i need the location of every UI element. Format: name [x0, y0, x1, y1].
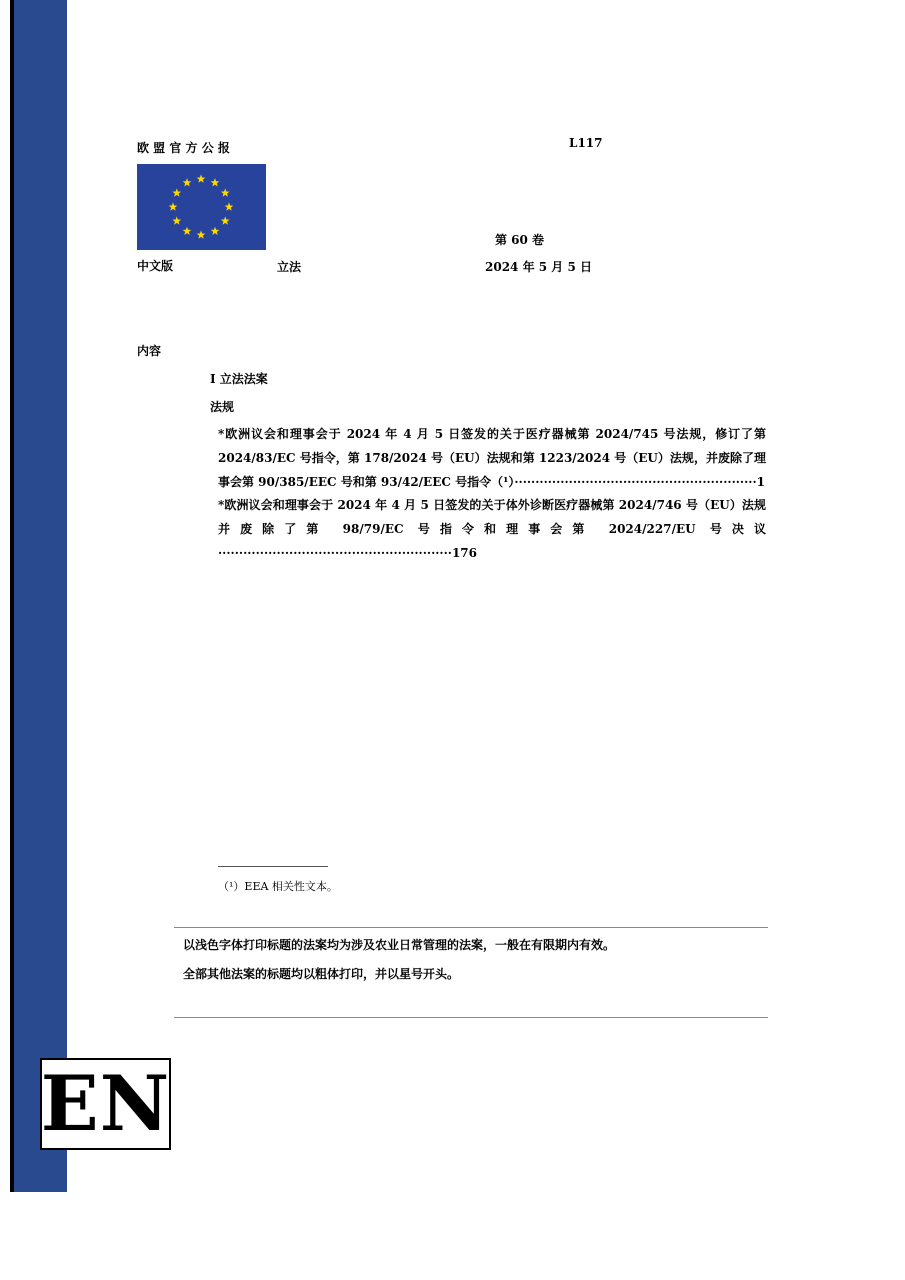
language-code: EN — [40, 1059, 171, 1148]
issue-date: 2024 年 5 月 5 日 — [485, 260, 592, 274]
journal-title: 欧 盟 官 方 公 报 — [137, 141, 230, 155]
language-code-box — [40, 1058, 171, 1150]
contents-item-text: *欧洲议会和理事会于 2024 年 4 月 5 日签发的关于医疗器械第 2024/745 号法规，修订了第 2024/83/EC 号指令，第 178/2024 号（EU）法规和第 1223/2024 号（EU）法规，并废除了理事会第 90/385/EEC 号和第 93/42/EEC 号指令（¹）··························································1 — [218, 427, 766, 489]
flag-star-icon — [183, 178, 192, 186]
contents-heading: 内容 — [137, 344, 162, 358]
edition: 中文版 — [137, 259, 174, 273]
flag-star-icon — [172, 216, 181, 224]
flag-star-icon — [211, 178, 220, 186]
flag-star-icon — [197, 230, 206, 238]
divider-bottom — [174, 1017, 768, 1018]
footnote: （¹）EEA 相关性文本。 — [218, 880, 338, 893]
flag-star-icon — [225, 202, 234, 210]
flag-star-icon — [183, 227, 192, 235]
flag-star-icon — [221, 216, 230, 224]
side-band — [14, 0, 67, 1192]
contents-item-text: *欧洲议会和理事会于 2024 年 4 月 5 日签发的关于体外诊断医疗器械第 2024/746 号（EU）法规并废除了第 98/79/EC 号指令和理事会第 2024/227/EU 号决议························································176 — [218, 498, 766, 560]
section-label: 立法 — [277, 260, 302, 274]
note-line-2: 全部其他法案的标题均以粗体打印，并以星号开头。 — [183, 967, 460, 981]
flag-star-icon — [172, 188, 181, 196]
divider-top — [174, 927, 768, 928]
contents-item[interactable] — [218, 493, 766, 565]
flag-star-icon — [221, 188, 230, 196]
footnote-divider — [218, 866, 328, 867]
flag-star-icon — [197, 174, 206, 182]
part-heading: I 立法法案 — [210, 372, 268, 386]
volume: 第 60 卷 — [495, 233, 545, 247]
flag-star-icon — [169, 202, 178, 210]
note-line-1: 以浅色字体打印标题的法案均为涉及农业日常管理的法案，一般在有限期内有效。 — [183, 938, 616, 952]
series-number: L117 — [569, 136, 603, 150]
eu-flag-icon — [137, 164, 266, 250]
flag-star-icon — [211, 227, 220, 235]
subsection-heading: 法规 — [210, 400, 235, 414]
contents-item[interactable] — [218, 422, 766, 494]
